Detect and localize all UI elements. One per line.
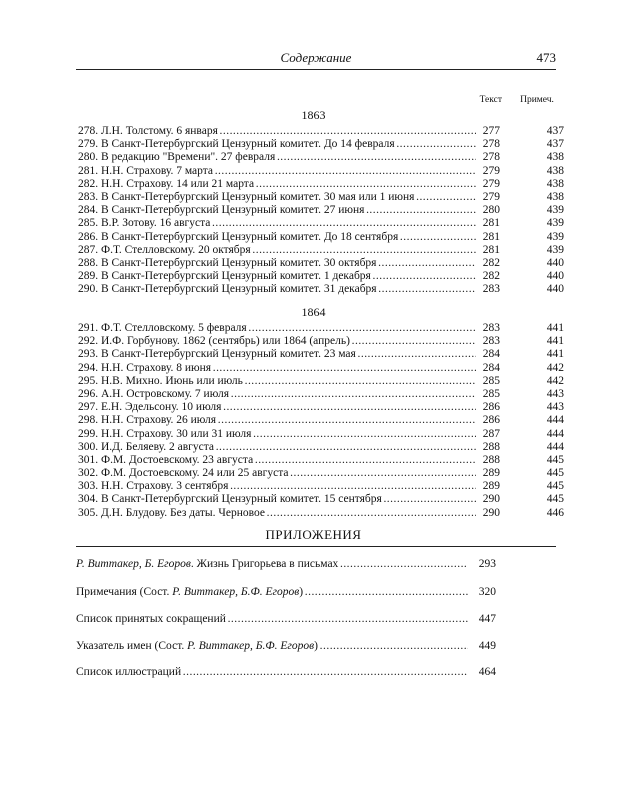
toc-entry-page: 278 [482, 151, 500, 164]
appendix-entry-authors: Р. Виттакер, Б.Ф. Егоров [187, 640, 315, 652]
toc-entry-page: 285 [482, 387, 500, 400]
toc-entry[interactable] [78, 164, 564, 178]
toc-entry-note-page: 444 [546, 440, 564, 453]
toc-entry-label: 294. Н.Н. Страхову. 8 июня [78, 361, 212, 374]
toc-entry-note-page: 438 [546, 190, 564, 203]
toc-entry[interactable] [78, 401, 564, 414]
toc-entry-page: 286 [482, 414, 500, 427]
appendix-entry[interactable] [76, 665, 496, 679]
appendix-rule [76, 546, 556, 547]
toc-entry-note-page: 439 [546, 217, 564, 230]
toc-entry-note-page: 441 [546, 322, 564, 334]
toc-entry[interactable] [78, 440, 564, 454]
toc-entry-label: 288. В Санкт-Петербургский Цензурный комитет. 30 октября [78, 256, 377, 269]
toc-entry-note-page: 438 [546, 151, 564, 164]
toc-entry-page: 281 [482, 243, 500, 256]
toc-entry-note-page: 441 [546, 335, 564, 348]
column-header-notes: Примеч. [520, 95, 554, 105]
toc-entry-note-page: 440 [546, 283, 564, 296]
toc-entry-page: 290 [482, 493, 500, 506]
appendix-entry-title: ) [314, 640, 318, 652]
toc-entry[interactable] [78, 322, 564, 335]
appendix-title: ПРИЛОЖЕНИЯ [265, 527, 362, 542]
toc-entry-label: 285. В.Р. Зотову. 16 августа [78, 217, 211, 230]
toc-entry[interactable] [78, 414, 564, 427]
toc-entry[interactable] [78, 480, 564, 493]
page-number: 473 [536, 50, 556, 65]
toc-entry-note-page: 441 [546, 348, 564, 361]
toc-list [78, 322, 564, 520]
toc-entry[interactable] [78, 125, 564, 138]
toc-entry-label: 297. Е.Н. Эдельсону. 10 июля [78, 401, 222, 414]
toc-entry-page: 284 [482, 361, 500, 374]
running-head [76, 50, 556, 68]
toc-entry-label: 302. Ф.М. Достоевскому. 24 или 25 августа [78, 467, 289, 480]
toc-entry-page: 285 [482, 374, 500, 387]
section-year: 1864 [301, 305, 326, 319]
appendix-entry[interactable] [76, 585, 496, 599]
toc-entry-page: 280 [482, 204, 500, 217]
header-rule [76, 69, 556, 70]
toc-entry-page: 277 [482, 125, 500, 137]
toc-entry-label: 299. Н.Н. Страхову. 30 или 31 июля [78, 427, 252, 440]
toc-entry-page: 286 [482, 401, 500, 414]
toc-entry-label: 279. В Санкт-Петербургский Цензурный комитет. До 14 февраля [78, 138, 395, 151]
toc-entry-label: 301. Ф.М. Достоевскому. 23 августа [78, 453, 254, 466]
toc-entry[interactable] [78, 190, 564, 204]
toc-entry-label: 296. А.Н. Островскому. 7 июля [78, 387, 230, 400]
toc-entry[interactable] [78, 138, 564, 151]
appendix-entry-title: . Жизнь Григорьева в письмах [190, 558, 339, 570]
toc-entry-note-page: 445 [546, 480, 564, 493]
toc-entry-page: 282 [482, 270, 500, 283]
toc-entry-page: 283 [482, 283, 500, 296]
toc-entry-note-page: 438 [546, 164, 564, 177]
toc-entry-note-page: 439 [546, 204, 564, 217]
toc-entry-page: 281 [482, 230, 500, 243]
toc-entry-page: 278 [482, 138, 500, 151]
section-year: 1863 [301, 108, 326, 122]
appendix-entry-prefix: Список иллюстраций [76, 666, 182, 678]
toc-entry-page: 288 [482, 453, 500, 466]
toc-entry[interactable] [78, 151, 564, 164]
toc-entry-label: 283. В Санкт-Петербургский Цензурный комитет. 30 мая или 1 июня [78, 190, 415, 203]
toc-entry-label: 281. Н.Н. Страхову. 7 марта [78, 164, 214, 177]
toc-entry-page: 289 [482, 467, 500, 480]
toc-entry-label: 298. Н.Н. Страхову. 26 июля [78, 414, 217, 427]
toc-entry-page: 283 [482, 335, 500, 348]
toc-entry[interactable] [78, 427, 564, 441]
appendix-entry-prefix: Примечания (Сост. [76, 586, 173, 598]
toc-entry[interactable] [78, 256, 564, 270]
toc-entry-note-page: 439 [546, 230, 564, 243]
toc-entry-label: 284. В Санкт-Петербургский Цензурный комитет. 27 июня [78, 204, 365, 217]
appendix-entry-authors: Р. Виттакер, Б.Ф. Егоров [172, 586, 300, 598]
toc-entry-page: 284 [482, 348, 500, 361]
toc-entry-note-page: 443 [546, 401, 564, 414]
toc-entry-note-page: 438 [546, 177, 564, 190]
toc-entry[interactable] [78, 243, 564, 257]
toc-entry-note-page: 440 [546, 256, 564, 269]
toc-entry[interactable] [78, 361, 564, 375]
toc-entry-page: 289 [482, 480, 500, 493]
toc-entry-note-page: 440 [546, 270, 564, 283]
appendix-entry-page: 449 [478, 640, 496, 652]
toc-entry-note-page: 443 [546, 387, 564, 400]
toc-entry-note-page: 442 [546, 361, 564, 374]
toc-entry-note-page: 445 [546, 493, 564, 506]
toc-entry[interactable] [78, 374, 564, 388]
appendix-entry[interactable] [76, 612, 496, 626]
toc-entry-page: 281 [482, 217, 500, 230]
toc-entry[interactable] [78, 453, 564, 467]
toc-entry-label: 292. И.Ф. Горбунову. 1862 (сентябрь) или 1864 (апрель) [78, 335, 350, 348]
toc-entry-note-page: 437 [546, 138, 564, 151]
toc-entry-page: 288 [482, 440, 500, 453]
toc-entry-label: 289. В Санкт-Петербургский Цензурный комитет. 1 декабря [78, 270, 371, 283]
appendix-entry-prefix: Указатель имен (Сост. [76, 640, 188, 652]
toc-entry[interactable] [78, 348, 564, 361]
toc-entry-note-page: 442 [546, 374, 564, 387]
toc-entry-page: 290 [482, 506, 500, 519]
toc-entry-label: 293. В Санкт-Петербургский Цензурный комитет. 23 мая [78, 348, 356, 361]
toc-entry-page: 282 [482, 256, 500, 269]
appendix-entry[interactable] [76, 557, 496, 571]
toc-entry-note-page: 444 [546, 427, 564, 440]
toc-entry-label: 291. Ф.Т. Стелловскому. 5 февраля [78, 322, 247, 334]
toc-entry-label: 286. В Санкт-Петербургский Цензурный комитет. До 18 сентября [78, 230, 399, 243]
toc-entry-label: 287. Ф.Т. Стелловскому. 20 октября [78, 243, 251, 256]
toc-entry-page: 279 [482, 190, 500, 203]
appendix-entry-page: 447 [478, 613, 496, 625]
appendix-entry-page: 293 [478, 558, 496, 570]
appendix-entry-page: 320 [478, 586, 496, 598]
running-head-title: Содержание [280, 50, 352, 65]
toc-entry-label: 303. Н.Н. Страхову. 3 сентября [78, 480, 229, 493]
toc-entry[interactable] [78, 335, 564, 348]
appendix-entry-page: 464 [478, 666, 496, 678]
toc-list [78, 125, 564, 296]
toc-entry-label: 290. В Санкт-Петербургский Цензурный комитет. 31 декабря [78, 283, 377, 296]
toc-entry-label: 280. В редакцию "Времени". 27 февраля [78, 151, 276, 164]
toc-entry-label: 305. Д.Н. Блудову. Без даты. Черновое [78, 506, 265, 519]
toc-entry[interactable] [78, 467, 564, 480]
toc-entry-label: 295. Н.В. Михно. Июнь или июль [78, 374, 243, 387]
toc-entry-label: 278. Л.Н. Толстому. 6 января [78, 125, 218, 137]
appendix-entry-title: ) [299, 586, 304, 598]
toc-entry-note-page: 445 [546, 467, 564, 480]
toc-entry-note-page: 446 [546, 506, 564, 519]
toc-entry-page: 283 [482, 322, 500, 334]
toc-entry-note-page: 439 [546, 243, 564, 256]
appendix-entry-prefix: Список принятых сокращений [76, 613, 226, 625]
toc-entry-label: 282. Н.Н. Страхову. 14 или 21 марта [78, 177, 255, 190]
column-header-text: Текст [479, 95, 502, 105]
toc-entry[interactable] [78, 493, 564, 506]
toc-entry-page: 279 [482, 164, 500, 177]
toc-entry[interactable] [78, 387, 564, 401]
toc-entry[interactable] [78, 506, 564, 520]
toc-entry[interactable] [78, 177, 564, 191]
toc-entry[interactable] [78, 217, 564, 230]
toc-entry-page: 287 [482, 427, 500, 440]
toc-entry[interactable] [78, 270, 564, 283]
appendix-entry[interactable] [76, 639, 496, 653]
toc-entry[interactable] [78, 204, 564, 217]
toc-entry-page: 279 [482, 177, 500, 190]
toc-entry-label: 304. В Санкт-Петербургский Цензурный комитет. 15 сентября [78, 493, 382, 506]
toc-entry[interactable] [78, 230, 564, 244]
toc-entry-note-page: 445 [546, 453, 564, 466]
appendix-entry-authors: Р. Виттакер, Б. Егоров [76, 558, 191, 570]
toc-entry-label: 300. И.Д. Беляеву. 2 августа [78, 440, 215, 453]
toc-entry[interactable] [78, 283, 564, 296]
toc-entry-note-page: 444 [546, 414, 564, 427]
toc-entry-note-page: 437 [546, 125, 564, 137]
